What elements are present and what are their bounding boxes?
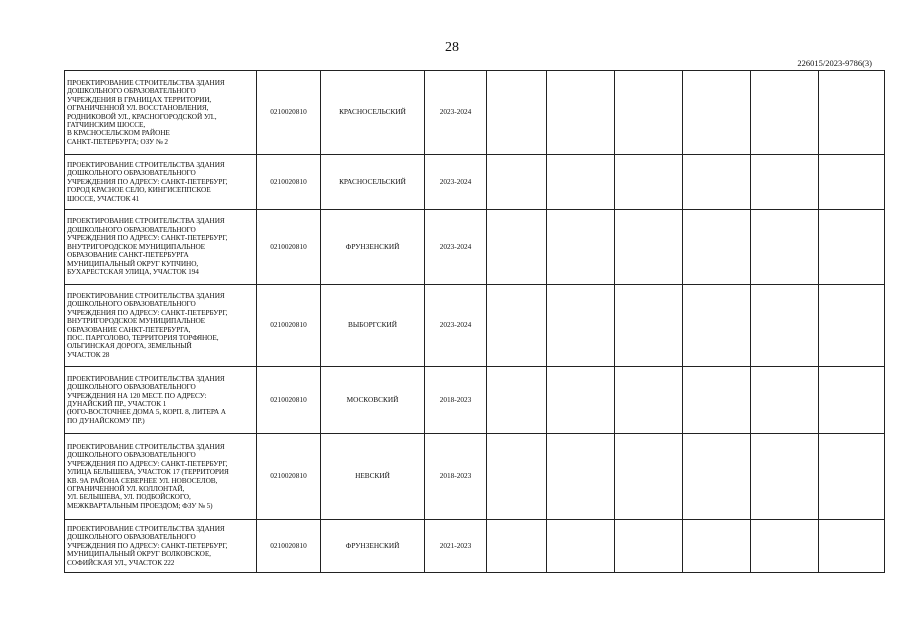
budget-code-cell: 0210020810 bbox=[257, 367, 321, 434]
empty-value-cell bbox=[547, 210, 615, 285]
empty-value-cell bbox=[751, 210, 819, 285]
empty-value-cell bbox=[615, 155, 683, 210]
empty-value-cell bbox=[547, 71, 615, 155]
document-code: 226015/2023-9786(3) bbox=[797, 58, 872, 68]
table-body bbox=[65, 71, 885, 573]
period-cell: 2021-2023 bbox=[425, 520, 487, 573]
object-description-cell: ПРОЕКТИРОВАНИЕ СТРОИТЕЛЬСТВА ЗДАНИЯ ДОШКОЛЬНОГО ОБРАЗОВАТЕЛЬНОГО УЧРЕЖДЕНИЯ ПО АДРЕСУ: САНКТ-ПЕТЕРБУРГ, МУНИЦИПАЛЬНЫЙ ОКРУГ ВОЛКОВСКОЕ, СОФИЙСКАЯ УЛ., УЧАСТОК 222 bbox=[65, 520, 257, 573]
empty-value-cell bbox=[487, 210, 547, 285]
empty-value-cell bbox=[615, 434, 683, 520]
period-cell: 2018-2023 bbox=[425, 367, 487, 434]
period-cell: 2023-2024 bbox=[425, 285, 487, 367]
empty-value-cell bbox=[819, 71, 885, 155]
district-cell: ФРУНЗЕНСКИЙ bbox=[321, 210, 425, 285]
empty-value-cell bbox=[751, 285, 819, 367]
table-row bbox=[65, 434, 885, 520]
budget-code-cell: 0210020810 bbox=[257, 285, 321, 367]
empty-value-cell bbox=[547, 155, 615, 210]
budget-code-cell: 0210020810 bbox=[257, 520, 321, 573]
object-description-cell: ПРОЕКТИРОВАНИЕ СТРОИТЕЛЬСТВА ЗДАНИЯ ДОШКОЛЬНОГО ОБРАЗОВАТЕЛЬНОГО УЧРЕЖДЕНИЯ ПО АДРЕСУ: САНКТ-ПЕТЕРБУРГ, УЛИЦА БЕЛЫШЕВА, УЧАСТОК 17 (ТЕРРИТОРИЯ КВ. 9А РАЙОНА СЕВЕРНЕЕ УЛ. НОВОСЕЛОВ, ОГРАНИЧЕННОЙ УЛ. КОЛЛОНТАЙ, УЛ. БЕЛЫШЕВА, УЛ. ПОДБОЙСКОГО, МЕЖКВАРТАЛЬНЫМ ПРОЕЗДОМ; ФЗУ № 5) bbox=[65, 434, 257, 520]
empty-value-cell bbox=[487, 520, 547, 573]
empty-value-cell bbox=[683, 285, 751, 367]
budget-table bbox=[64, 70, 885, 573]
object-description-cell: ПРОЕКТИРОВАНИЕ СТРОИТЕЛЬСТВА ЗДАНИЯ ДОШКОЛЬНОГО ОБРАЗОВАТЕЛЬНОГО УЧРЕЖДЕНИЯ ПО АДРЕСУ: САНКТ-ПЕТЕРБУРГ, ВНУТРИГОРОДСКОЕ МУНИЦИПАЛЬНОЕ ОБРАЗОВАНИЕ САНКТ-ПЕТЕРБУРГА, ПОС. ПАРГОЛОВО, ТЕРРИТОРИЯ ТОРФЯНОЕ, ОЛЬГИНСКАЯ ДОРОГА, ЗЕМЕЛЬНЫЙ УЧАСТОК 28 bbox=[65, 285, 257, 367]
object-description-cell: ПРОЕКТИРОВАНИЕ СТРОИТЕЛЬСТВА ЗДАНИЯ ДОШКОЛЬНОГО ОБРАЗОВАТЕЛЬНОГО УЧРЕЖДЕНИЯ В ГРАНИЦАХ ТЕРРИТОРИИ, ОГРАНИЧЕННОЙ УЛ. ВОССТАНОВЛЕНИЯ, РОДНИКОВОЙ УЛ., КРАСНОГОРОДСКОЙ УЛ., ГАТЧИНСКИМ ШОССЕ, В КРАСНОСЕЛЬСКОМ РАЙОНЕ САНКТ-ПЕТЕРБУРГА; ОЗУ № 2 bbox=[65, 71, 257, 155]
empty-value-cell bbox=[547, 520, 615, 573]
empty-value-cell bbox=[751, 520, 819, 573]
empty-value-cell bbox=[819, 520, 885, 573]
empty-value-cell bbox=[751, 434, 819, 520]
empty-value-cell bbox=[819, 367, 885, 434]
period-cell: 2018-2023 bbox=[425, 434, 487, 520]
empty-value-cell bbox=[683, 155, 751, 210]
empty-value-cell bbox=[819, 434, 885, 520]
empty-value-cell bbox=[751, 155, 819, 210]
empty-value-cell bbox=[615, 71, 683, 155]
period-cell: 2023-2024 bbox=[425, 71, 487, 155]
district-cell: ФРУНЗЕНСКИЙ bbox=[321, 520, 425, 573]
empty-value-cell bbox=[615, 520, 683, 573]
budget-code-cell: 0210020810 bbox=[257, 210, 321, 285]
table-row bbox=[65, 520, 885, 573]
empty-value-cell bbox=[547, 285, 615, 367]
empty-value-cell bbox=[487, 434, 547, 520]
object-description-cell: ПРОЕКТИРОВАНИЕ СТРОИТЕЛЬСТВА ЗДАНИЯ ДОШКОЛЬНОГО ОБРАЗОВАТЕЛЬНОГО УЧРЕЖДЕНИЯ ПО АДРЕСУ: САНКТ-ПЕТЕРБУРГ, ВНУТРИГОРОДСКОЕ МУНИЦИПАЛЬНОЕ ОБРАЗОВАНИЕ САНКТ-ПЕТЕРБУРГА МУНИЦИПАЛЬНЫЙ ОКРУГ КУПЧИНО, БУХАРЕСТСКАЯ УЛИЦА, УЧАСТОК 194 bbox=[65, 210, 257, 285]
empty-value-cell bbox=[487, 367, 547, 434]
empty-value-cell bbox=[683, 210, 751, 285]
district-cell: НЕВСКИЙ bbox=[321, 434, 425, 520]
table-row bbox=[65, 155, 885, 210]
table-row bbox=[65, 285, 885, 367]
district-cell: КРАСНОСЕЛЬСКИЙ bbox=[321, 71, 425, 155]
period-cell: 2023-2024 bbox=[425, 210, 487, 285]
empty-value-cell bbox=[547, 367, 615, 434]
empty-value-cell bbox=[487, 285, 547, 367]
empty-value-cell bbox=[751, 367, 819, 434]
district-cell: КРАСНОСЕЛЬСКИЙ bbox=[321, 155, 425, 210]
page-number: 28 bbox=[445, 40, 459, 55]
budget-code-cell: 0210020810 bbox=[257, 434, 321, 520]
budget-code-cell: 0210020810 bbox=[257, 155, 321, 210]
district-cell: МОСКОВСКИЙ bbox=[321, 367, 425, 434]
empty-value-cell bbox=[751, 71, 819, 155]
empty-value-cell bbox=[683, 71, 751, 155]
empty-value-cell bbox=[487, 155, 547, 210]
district-cell: ВЫБОРГСКИЙ bbox=[321, 285, 425, 367]
empty-value-cell bbox=[819, 155, 885, 210]
object-description-cell: ПРОЕКТИРОВАНИЕ СТРОИТЕЛЬСТВА ЗДАНИЯ ДОШКОЛЬНОГО ОБРАЗОВАТЕЛЬНОГО УЧРЕЖДЕНИЯ ПО АДРЕСУ: САНКТ-ПЕТЕРБУРГ, ГОРОД КРАСНОЕ СЕЛО, КИНГИСЕППСКОЕ ШОССЕ, УЧАСТОК 41 bbox=[65, 155, 257, 210]
empty-value-cell bbox=[547, 434, 615, 520]
table-row bbox=[65, 71, 885, 155]
table-row bbox=[65, 367, 885, 434]
empty-value-cell bbox=[615, 210, 683, 285]
empty-value-cell bbox=[683, 367, 751, 434]
budget-code-cell: 0210020810 bbox=[257, 71, 321, 155]
empty-value-cell bbox=[683, 520, 751, 573]
empty-value-cell bbox=[615, 285, 683, 367]
table-row bbox=[65, 210, 885, 285]
empty-value-cell bbox=[683, 434, 751, 520]
object-description-cell: ПРОЕКТИРОВАНИЕ СТРОИТЕЛЬСТВА ЗДАНИЯ ДОШКОЛЬНОГО ОБРАЗОВАТЕЛЬНОГО УЧРЕЖДЕНИЯ НА 120 МЕСТ. ПО АДРЕСУ: ДУНАЙСКИЙ ПР., УЧАСТОК 1 (ЮГО-ВОСТОЧНЕЕ ДОМА 5, КОРП. 8, ЛИТЕРА А ПО ДУНАЙСКОМУ ПР.) bbox=[65, 367, 257, 434]
empty-value-cell bbox=[487, 71, 547, 155]
empty-value-cell bbox=[819, 285, 885, 367]
empty-value-cell bbox=[819, 210, 885, 285]
empty-value-cell bbox=[615, 367, 683, 434]
period-cell: 2023-2024 bbox=[425, 155, 487, 210]
